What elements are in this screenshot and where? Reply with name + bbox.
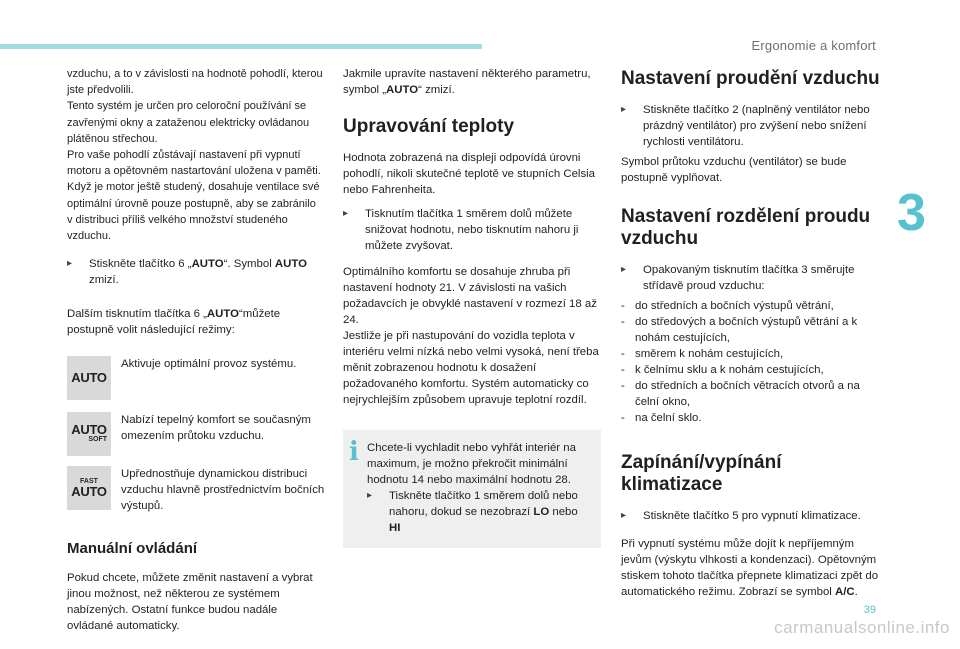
distribution-option: - směrem k nohám cestujících, <box>621 348 784 360</box>
mode-auto-soft: AUTO SOFT Nabízí tepelný komfort se současným omezením průtoku vzduchu. <box>67 412 325 456</box>
column-1 <box>67 66 325 642</box>
mode-auto-fast: FAST AUTO Upřednostňuje dynamickou distribuci vzduchu hlavně prostřednictvím bočních výstupů. <box>67 466 325 514</box>
arrow-bullet-icon: ▸ <box>67 258 73 270</box>
auto-fast-badge-icon: FAST AUTO <box>67 466 111 510</box>
auto-soft-badge-icon: AUTO SOFT <box>67 412 111 456</box>
distribution-option: - na čelní sklo. <box>621 412 702 424</box>
ac-bullet: ▸ Stiskněte tlačítko 5 pro vypnutí klimatizace. <box>621 510 861 522</box>
distribution-title: Nastavení rozdělení proudu vzduchu <box>621 206 871 249</box>
airflow-bullet: ▸ Stiskněte tlačítko 2 (naplněný ventilátor nebo prázdný ventilátor) pro zvýšení nebo snížení rychlosti ventilátoru. <box>621 104 870 148</box>
note-bullet: ▸ Tiskněte tlačítko 1 směrem dolů nebo nahoru, dokud se nezobrazí LO nebo HI <box>367 490 578 534</box>
auto-disappear-text: Jakmile upravíte nastavení některého parametru, symbol „AUTO“ zmizí. <box>343 68 591 96</box>
column-2 <box>343 66 601 548</box>
distribution-option: - k čelnímu sklu a k nohám cestujících, <box>621 364 824 376</box>
watermark: carmanualsonline.info <box>774 618 950 637</box>
intro-text: vzduchu, a to v závislosti na hodnotě pohodlí, kterou jste předvolili. Tento systém je určen pro celoroční používání se zavřenými okny a zataženou elektricky ovládanou plátěnou střechou. Pro vaše pohodlí zůstávají nastavení při vypnutí motoru a opětovném nastartování uložena v paměti. Když je motor ještě studený, dosahuje ventilace své optimální úrovně pouze postupně, aby se zabránilo v distribuci příliš velkého množství studeného vzduchu. <box>67 68 323 243</box>
arrow-bullet-icon: ▸ <box>621 264 627 275</box>
manual-title: Manuální ovládání <box>67 540 198 558</box>
arrow-bullet-icon: ▸ <box>343 208 349 219</box>
distribution-option: - do středních a bočních výstupů větrání, <box>621 300 834 312</box>
header-accent-bar <box>0 44 482 49</box>
temperature-title: Upravování teploty <box>343 116 515 137</box>
mode-auto: AUTO Aktivuje optimální provoz systému. <box>67 356 325 400</box>
distribution-option: - do středových a bočních výstupů větrání a k nohám cestujících, <box>621 316 858 344</box>
temperature-bullet: ▸ Tisknutím tlačítka 1 směrem dolů můžete snižovat hodnotu, nebo tisknutím nahoru ji můžete zvyšovat. <box>343 208 579 252</box>
airflow-p1: Symbol průtoku vzduchu (ventilátor) se bude postupně vyplňovat. <box>621 156 847 184</box>
temperature-p1: Hodnota zobrazená na displeji odpovídá úrovni pohodlí, nikoli skutečné teplotě ve stupních Celsia nebo Fahrenheita. <box>343 152 596 196</box>
distribution-option: - do středních a bočních větracích otvorů a na čelní okno, <box>621 380 860 408</box>
chapter-number: 3 <box>897 184 926 242</box>
section-header: Ergonomie a komfort <box>751 38 876 53</box>
column-3 <box>621 68 883 608</box>
distribution-bullet: ▸ Opakovaným tisknutím tlačítka 3 směrujte střídavě proud vzduchu: <box>621 264 855 292</box>
manual-text: Pokud chcete, můžete změnit nastavení a vybrat jinou možnost, než některou ze systémem nabízených. Ostatní funkce budou nadále ovládané automaticky. <box>67 572 313 633</box>
ac-p2: Při vypnutí systému může dojít k nepříjemným jevům (výskytu vlhkosti a kondenzaci). Opětovným stiskem tohoto tlačítka přepnete klimatizaci zpět do automatického režimu. Zobrazí se symbol A/C. <box>621 538 879 598</box>
airflow-title: Nastavení proudění vzduchu <box>621 68 880 89</box>
auto-badge-icon: AUTO <box>67 356 111 400</box>
info-note: i Chcete-li vychladit nebo vyhřát interiér na maximum, je možno překročit minimální hodnotu 14 nebo maximální hodnotu 28. ▸ Tiskněte tlačítko 1 směrem dolů nebo nahoru, dokud se nezobrazí LO nebo HI <box>343 430 601 548</box>
arrow-bullet-icon: ▸ <box>367 490 373 501</box>
temperature-p2: Optimálního komfortu se dosahuje zhruba při nastavení hodnoty 21. V závislosti na vašich požadavcích je obvyklé nastavení v rozmezí 18 až 24. <box>343 266 597 326</box>
ac-title: Zapínání/vypínání klimatizace <box>621 452 782 495</box>
arrow-bullet-icon: ▸ <box>621 510 627 521</box>
auto-bullet: ▸ Stiskněte tlačítko 6 „AUTO“. Symbol AUTO zmizí. <box>67 258 307 287</box>
info-icon: i <box>349 437 359 467</box>
modes-paragraph: Dalším tisknutím tlačítka 6 „AUTO“můžete postupně volit následující režimy: <box>67 308 281 337</box>
temperature-p3: Jestliže je při nastupování do vozidla teplota v interiéru velmi nízká nebo velmi vysoká, není třeba měnit zobrazenou hodnotu k dosažení požadovaného komfortu. Systém automaticky co nejrychlejším způsobem upravuje teplotní rozdíl. <box>343 330 599 406</box>
page-number: 39 <box>863 604 876 616</box>
arrow-bullet-icon: ▸ <box>621 104 627 115</box>
